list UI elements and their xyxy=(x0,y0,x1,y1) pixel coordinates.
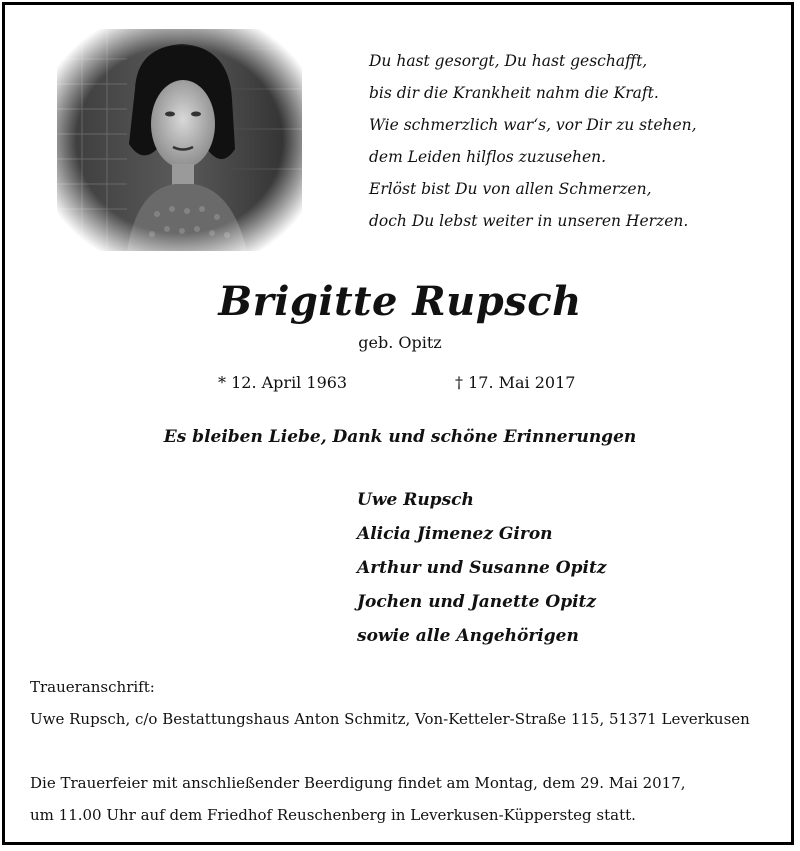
mourner: Arthur und Susanne Opitz xyxy=(357,558,607,578)
poem-line: Erlöst bist Du von allen Schmerzen, xyxy=(369,180,652,198)
mourner: Jochen und Janette Opitz xyxy=(357,592,597,612)
poem-line: Wie schmerzlich war‘s, vor Dir zu stehen, xyxy=(369,116,697,134)
mourner: Uwe Rupsch xyxy=(357,490,474,510)
maiden-name: geb. Opitz xyxy=(358,333,442,352)
deceased-name: Brigitte Rupsch xyxy=(218,278,582,325)
service-info xyxy=(30,767,686,831)
mourners-list xyxy=(357,483,606,653)
mourner: Alicia Jimenez Giron xyxy=(357,524,553,544)
address-label: Traueranschrift: xyxy=(30,678,155,696)
poem-line: Du hast gesorgt, Du hast geschafft, xyxy=(369,52,648,70)
portrait-photo xyxy=(57,29,302,251)
birth-date: * 12. April 1963 xyxy=(218,373,348,392)
poem xyxy=(369,45,779,237)
poem-line: dem Leiden hilflos zuzusehen. xyxy=(369,148,607,166)
death-date: † 17. Mai 2017 xyxy=(455,373,576,392)
service-line: um 11.00 Uhr auf dem Friedhof Reuschenberg in Leverkusen-Küppersteg statt. xyxy=(30,806,636,824)
poem-line: doch Du lebst weiter in unseren Herzen. xyxy=(369,212,689,230)
poem-line: bis dir die Krankheit nahm die Kraft. xyxy=(369,84,659,102)
mourner: sowie alle Angehörigen xyxy=(357,626,579,646)
service-line: Die Trauerfeier mit anschließender Beerdigung findet am Montag, dem 29. Mai 2017, xyxy=(30,774,686,792)
motto: Es bleiben Liebe, Dank und schöne Erinnerungen xyxy=(163,427,637,447)
address-text: Uwe Rupsch, c/o Bestattungshaus Anton Schmitz, Von-Ketteler-Straße 115, 51371 Leverkusen xyxy=(30,710,750,728)
